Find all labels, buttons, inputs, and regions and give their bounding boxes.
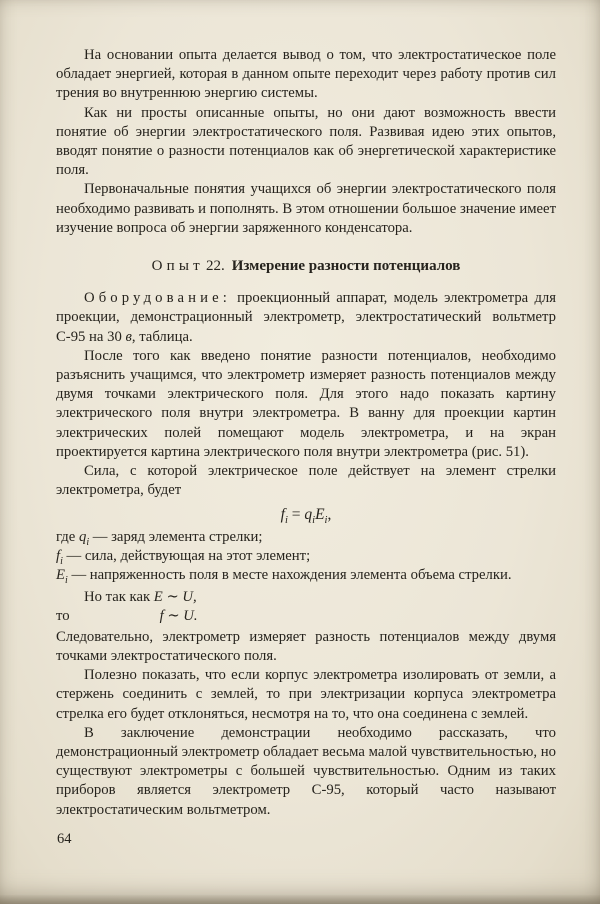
definition-prefix: где [56,528,79,545]
paragraph: Следовательно, электрометр измеряет разность потенциалов между двумя точками электростатического поля. [56,628,556,664]
definition-text: — заряд элемента стрелки; [89,528,263,545]
formula-sub-i: i [312,515,316,527]
definition-var: E [56,567,65,584]
definition-var: q [78,528,87,545]
proportionality-block [56,588,556,626]
equipment-label: Оборудование: [84,290,231,307]
variable-definitions [56,528,556,586]
unit-volts: в [125,328,132,345]
paragraph: На основании опыта делается вывод о том, что электростатическое поле обладает энергией, которая в данном опыте переходит через работу против сил трения во внутреннюю энергию системы. [56,47,556,102]
paragraph: Первоначальные понятия учащихся об энергии электростатического поля необходимо развивать и пополнять. В этом отношении большое значение имеет изучение вопроса об энергии заряженного конденсатора. [56,181,556,236]
proportionality-line [56,607,556,626]
definition-item [56,528,556,547]
definition-var: f [56,547,61,564]
formula-comma: , [327,506,332,524]
definition-item [56,547,556,566]
paragraph: После того как введено понятие разности потенциалов, необходимо разъяснить учащимся, что электрометр измеряет разность потенциалов между двумя точками электрического поля. Для этого надо показать картину электрического поля внутри электрометра. В ванну для проекции картин электрических полей помещают модель электрометра, и на экран проектируется картина электрического поля внутри электрометра (рис. 51). [56,347,556,460]
formula-var-f: f [280,506,285,524]
paragraph: Как ни просты описанные опыты, но они дают возможность ввести понятие об энергии электростатического поля. Развивая идею этих опытов, вводят понятие о разности потенциалов как об энергетической характеристике поля. [56,104,556,179]
proportionality-line [56,588,556,607]
experiment-heading [56,257,556,276]
formula-sub-i: i [284,515,288,527]
page-bottom-edge [0,895,600,904]
definition-sub-i: i [86,536,90,548]
definition-text: — сила, действующая на этот элемент; [62,547,311,564]
formula-equals: = [287,506,305,524]
definition-sub-i: i [60,555,63,567]
equipment-text: проекционный аппарат, модель электрометра для проекции, демонстрационный электрометр, электростатический вольтметр С-95 на 30 [56,290,556,345]
proportionality-text: то [56,608,70,625]
definition-text: — напряженность поля в месте нахождения элемента объема стрелки. [67,567,512,584]
equipment-text-tail: , таблица. [131,328,193,345]
experiment-number: 22. [205,258,225,275]
proportionality-text: Но так как [84,589,154,606]
proportionality-math: f ∼ U. [159,608,198,625]
paragraph: Сила, с которой электрическое поле действует на элемент стрелки электрометра, будет [56,463,556,499]
definition-sub-i: i [64,575,68,587]
formula [56,505,556,527]
definition-item [56,566,556,585]
formula-var-q: q [304,506,313,524]
experiment-label: Опыт [151,258,204,275]
paragraph: В заключение демонстрации необходимо рассказать, что демонстрационный электрометр обладает весьма малой чувствительностью, но существуют электрометры с большей чувствительностью. Одним из таких приборов является электрометр С-95, который часто называют электростатическим вольтметром. [56,724,556,818]
page-number: 64 [57,831,72,847]
formula-sub-i: i [324,515,328,527]
paragraph: Полезно показать, что если корпус электрометра изолировать от земли, а стержень соединить с землей, то при электризации корпуса электрометра стрелка его будет отклоняться, несмотря на то, что она соединена с землей. [56,667,556,722]
equipment-paragraph [56,289,556,347]
experiment-title: Измерение разности потенциалов [231,258,461,275]
proportionality-math: E ∼ U, [153,589,197,606]
formula-var-E: E [315,506,325,524]
